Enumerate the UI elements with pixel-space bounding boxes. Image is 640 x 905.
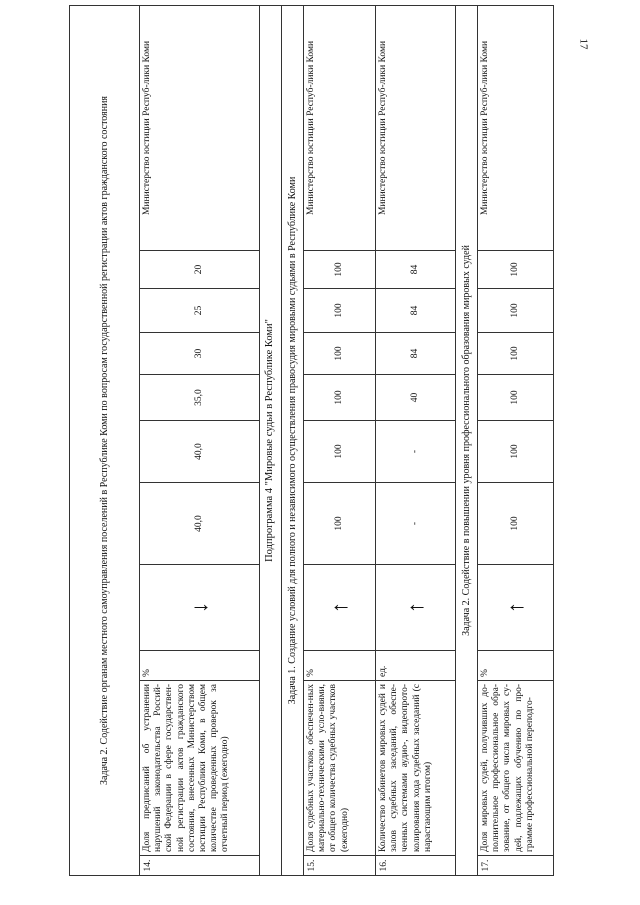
- value-cell: -: [376, 483, 456, 565]
- value-cell: -: [376, 421, 456, 483]
- arrow-up-icon: ↑: [478, 565, 554, 651]
- arrow-down-icon: ↓: [140, 565, 260, 651]
- value-cell: 100: [478, 421, 554, 483]
- row-number: 17.: [478, 856, 554, 876]
- unit-cell: %: [140, 651, 260, 681]
- row-number: 15.: [304, 856, 376, 876]
- executor-cell: Министерство юстиции Респуб-лики Коми: [376, 5, 456, 250]
- arrow-up-icon: ↑: [304, 565, 376, 651]
- value-cell: 100: [478, 333, 554, 375]
- task-heading: Задача 1. Создание условий для полного и независимого осуществления правосудия мировыми судьями в Республике Коми: [282, 5, 304, 875]
- indicator-name: Количество кабинетов мировых судей и залов судебных заседаний, обеспе-ченных системами аудио-, видеопрото-колирования хода судебных заседаний (с нарастающим итогом): [376, 681, 456, 856]
- indicators-table: [69, 5, 554, 876]
- indicator-name: Доля предписаний об устранении нарушений законодательства Россий-ской Федерации в сфере государствен-ной регистрации актов гражданского состояния, внесенных Министерством юстиции Республики Коми, в общем количестве проведенных проверок за отчетный период (ежегодно): [140, 681, 260, 856]
- arrow-up-icon: ↑: [376, 565, 456, 651]
- value-cell: 40,0: [140, 483, 260, 565]
- value-cell: 40,0: [140, 421, 260, 483]
- task-heading-row: [282, 5, 304, 875]
- value-cell: 100: [478, 375, 554, 421]
- row-number: 14.: [140, 856, 260, 876]
- indicator-name: Доля мировых судей, получивших до-полнительное профессиональное обра-зование, от общего числа мировых су-дей, подлежащих обучению по про-грамме профессиональной переподго-: [478, 681, 554, 856]
- value-cell: 40: [376, 375, 456, 421]
- task-heading-row: [70, 5, 140, 875]
- value-cell: 100: [304, 483, 376, 565]
- table-row: [140, 5, 260, 875]
- table-row: [304, 5, 376, 875]
- value-cell: 84: [376, 333, 456, 375]
- task-heading-row: [456, 5, 478, 875]
- value-cell: 100: [304, 251, 376, 289]
- rotated-table-sheet: [69, 6, 569, 876]
- executor-cell: Министерство юстиции Респуб-лики Коми: [304, 5, 376, 250]
- task-heading: Задача 2. Содействие в повышении уровня профессионального образования мировых судей: [456, 5, 478, 875]
- value-cell: 100: [478, 483, 554, 565]
- value-cell: 25: [140, 289, 260, 333]
- value-cell: 84: [376, 289, 456, 333]
- executor-cell: Министерство юстиции Респуб-лики Коми: [140, 5, 260, 250]
- subprogram-heading: Подпрограмма 4 "Мировые судьи в Республике Коми": [260, 5, 282, 875]
- unit-cell: %: [478, 651, 554, 681]
- value-cell: 30: [140, 333, 260, 375]
- unit-cell: %: [304, 651, 376, 681]
- value-cell: 100: [304, 333, 376, 375]
- value-cell: 100: [304, 421, 376, 483]
- page-number: 17: [577, 38, 590, 50]
- table-row: [478, 5, 554, 875]
- value-cell: 100: [304, 375, 376, 421]
- value-cell: 20: [140, 251, 260, 289]
- subprogram-heading-row: [260, 5, 282, 875]
- value-cell: 100: [478, 251, 554, 289]
- value-cell: 100: [304, 289, 376, 333]
- task-heading: Задача 2. Содействие органам местного самоуправления поселений в Республике Коми по вопросам государственной регистрации актов гражданского состояния: [70, 5, 140, 875]
- unit-cell: ед.: [376, 651, 456, 681]
- value-cell: 35,0: [140, 375, 260, 421]
- executor-cell: Министерство юстиции Респуб-лики Коми: [478, 5, 554, 250]
- value-cell: 84: [376, 251, 456, 289]
- value-cell: 100: [478, 289, 554, 333]
- table-row: [376, 5, 456, 875]
- indicator-name: Доля судебных участков, обеспечен-ных материально-техническими усло-виями, от общего количества судебных участков (ежегодно): [304, 681, 376, 856]
- row-number: 16.: [376, 856, 456, 876]
